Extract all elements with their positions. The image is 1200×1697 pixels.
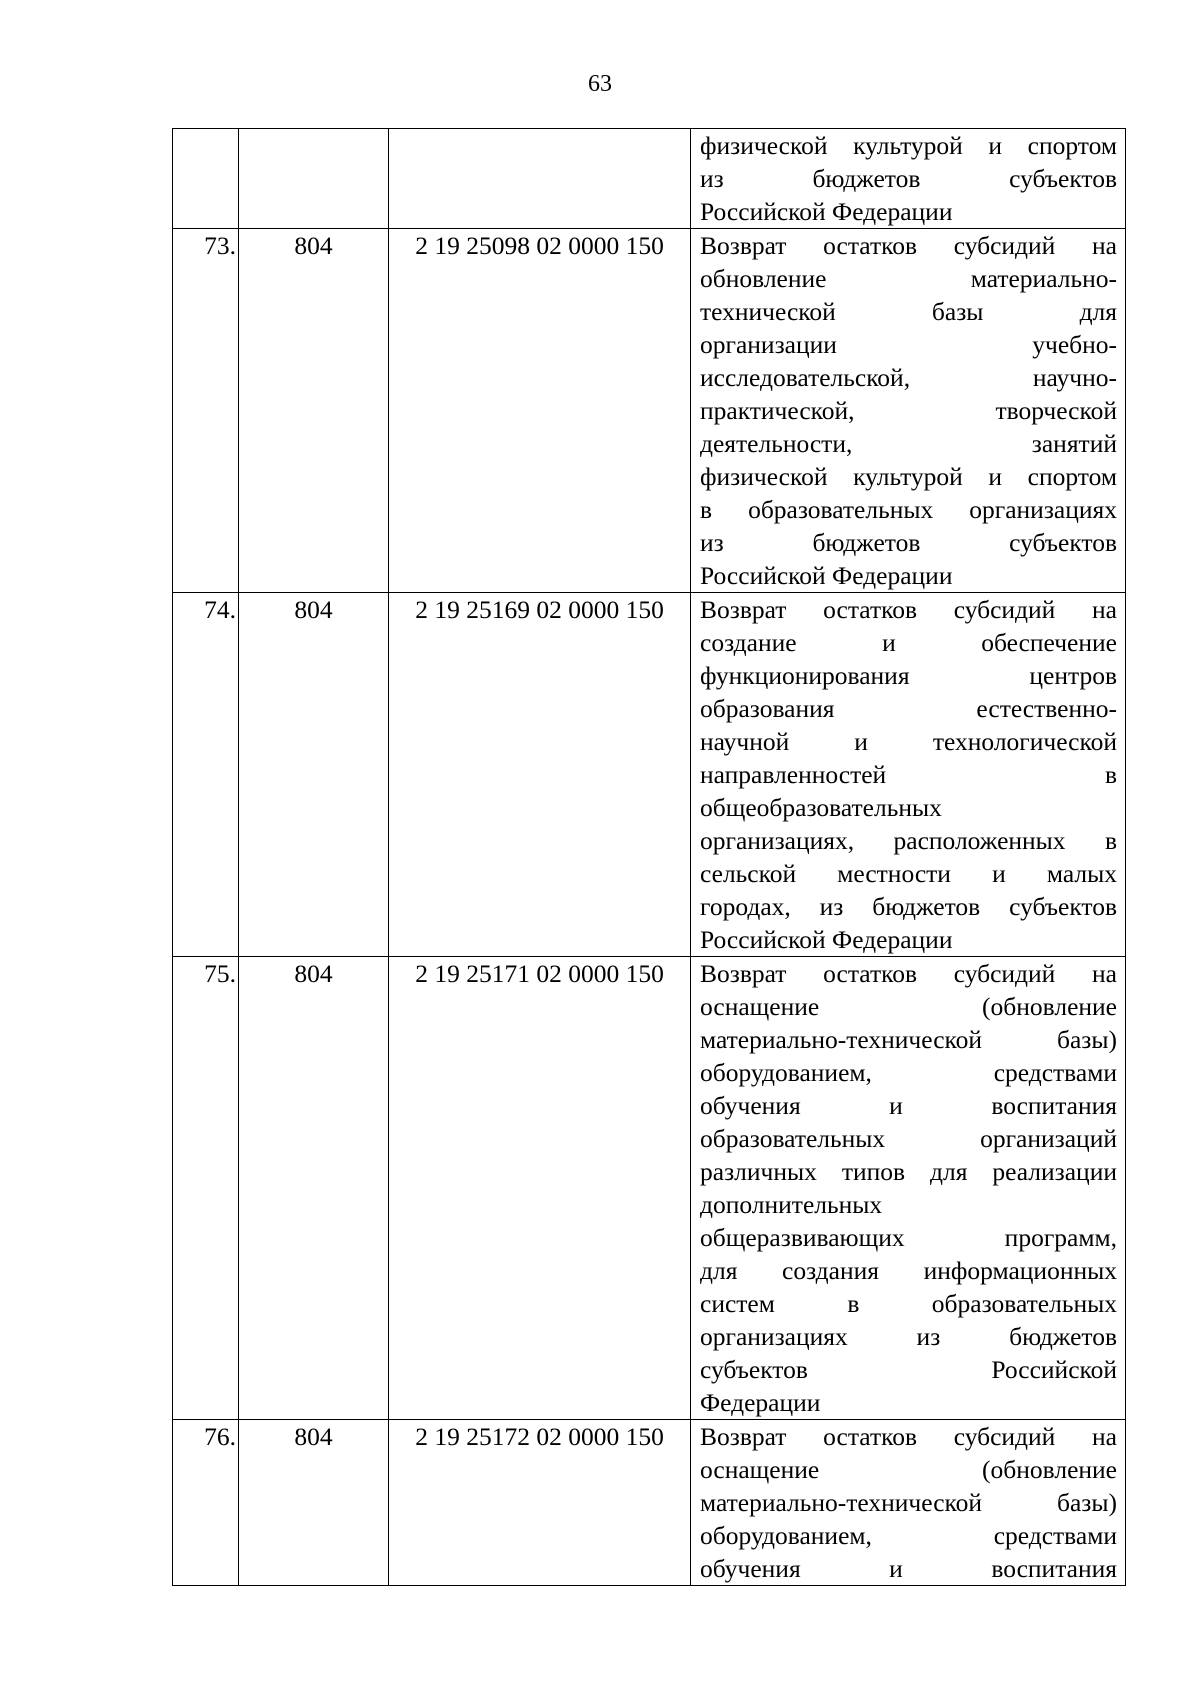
table-body	[173, 129, 1126, 1586]
administrator-code-cell: 804	[239, 957, 389, 1420]
budget-classification-code-cell: 2 19 25171 02 0000 150	[389, 957, 691, 1420]
description-line: обучения и воспитания	[700, 1554, 1117, 1583]
description-line: Российской Федерации	[700, 197, 953, 226]
description-line: физической культурой и спортом	[700, 462, 1117, 491]
table-row	[173, 957, 1126, 1420]
administrator-code-cell: 804	[239, 229, 389, 593]
description-line: городах, из бюджетов субъектов	[700, 892, 1117, 921]
budget-codes-table	[172, 128, 1126, 1586]
description-line: для создания информационных	[700, 1256, 1117, 1285]
administrator-code-cell	[239, 129, 389, 229]
description-line: исследовательской, научно-	[700, 363, 1117, 392]
description-line: организациях, расположенных в	[700, 826, 1117, 855]
description-line: технической базы для	[700, 297, 1117, 326]
description-cell	[691, 1420, 1126, 1586]
description-line: дополнительных	[700, 1190, 883, 1219]
row-number-cell: 75.	[173, 957, 239, 1420]
description-line: направленностей в	[700, 760, 1117, 789]
description-cell	[691, 229, 1126, 593]
description-line: Возврат остатков субсидий на	[700, 595, 1117, 624]
description-cell	[691, 593, 1126, 957]
description-line: систем в образовательных	[700, 1289, 1117, 1318]
description-line: организациях из бюджетов	[700, 1322, 1117, 1351]
budget-classification-code-cell: 2 19 25169 02 0000 150	[389, 593, 691, 957]
description-line: Российской Федерации	[700, 925, 953, 954]
budget-classification-code-cell: 2 19 25098 02 0000 150	[389, 229, 691, 593]
description-line: материально-технической базы)	[700, 1025, 1117, 1054]
row-number-cell	[173, 129, 239, 229]
description-line: обучения и воспитания	[700, 1091, 1117, 1120]
table-row	[173, 229, 1126, 593]
table-row	[173, 129, 1126, 229]
description-line: Возврат остатков субсидий на	[700, 1422, 1117, 1451]
description-cell	[691, 957, 1126, 1420]
description-line: в образовательных организациях	[700, 495, 1117, 524]
description-line: Возврат остатков субсидий на	[700, 231, 1117, 260]
description-line: научной и технологической	[700, 727, 1117, 756]
description-line: образовательных организаций	[700, 1124, 1117, 1153]
description-line: Федерации	[700, 1388, 821, 1417]
row-number-cell: 76.	[173, 1420, 239, 1586]
description-line: Российской Федерации	[700, 561, 953, 590]
description-cell	[691, 129, 1126, 229]
description-line: оснащение (обновление	[700, 1455, 1117, 1484]
description-line: оборудованием, средствами	[700, 1058, 1117, 1087]
administrator-code-cell: 804	[239, 593, 389, 957]
description-line: образования естественно-	[700, 694, 1117, 723]
description-line: деятельности, занятий	[700, 429, 1117, 458]
description-line: субъектов Российской	[700, 1355, 1117, 1384]
description-line: различных типов для реализации	[700, 1157, 1117, 1186]
page-number: 63	[588, 71, 612, 97]
description-line: общеразвивающих программ,	[700, 1223, 1117, 1252]
description-line: из бюджетов субъектов	[700, 164, 1117, 193]
description-line: физической культурой и спортом	[700, 131, 1117, 160]
row-number-cell: 73.	[173, 229, 239, 593]
description-line: обновление материально-	[700, 264, 1117, 293]
budget-classification-code-cell	[389, 129, 691, 229]
description-line: Возврат остатков субсидий на	[700, 959, 1117, 988]
description-line: сельской местности и малых	[700, 859, 1117, 888]
description-line: оборудованием, средствами	[700, 1521, 1117, 1550]
description-line: общеобразовательных	[700, 793, 942, 822]
description-line: оснащение (обновление	[700, 992, 1117, 1021]
description-line: из бюджетов субъектов	[700, 528, 1117, 557]
description-line: материально-технической базы)	[700, 1488, 1117, 1517]
row-number-cell: 74.	[173, 593, 239, 957]
table-row	[173, 1420, 1126, 1586]
description-line: практической, творческой	[700, 396, 1117, 425]
budget-classification-code-cell: 2 19 25172 02 0000 150	[389, 1420, 691, 1586]
table-row	[173, 593, 1126, 957]
description-line: функционирования центров	[700, 661, 1117, 690]
description-line: создание и обеспечение	[700, 628, 1117, 657]
description-line: организации учебно-	[700, 330, 1117, 359]
administrator-code-cell: 804	[239, 1420, 389, 1586]
